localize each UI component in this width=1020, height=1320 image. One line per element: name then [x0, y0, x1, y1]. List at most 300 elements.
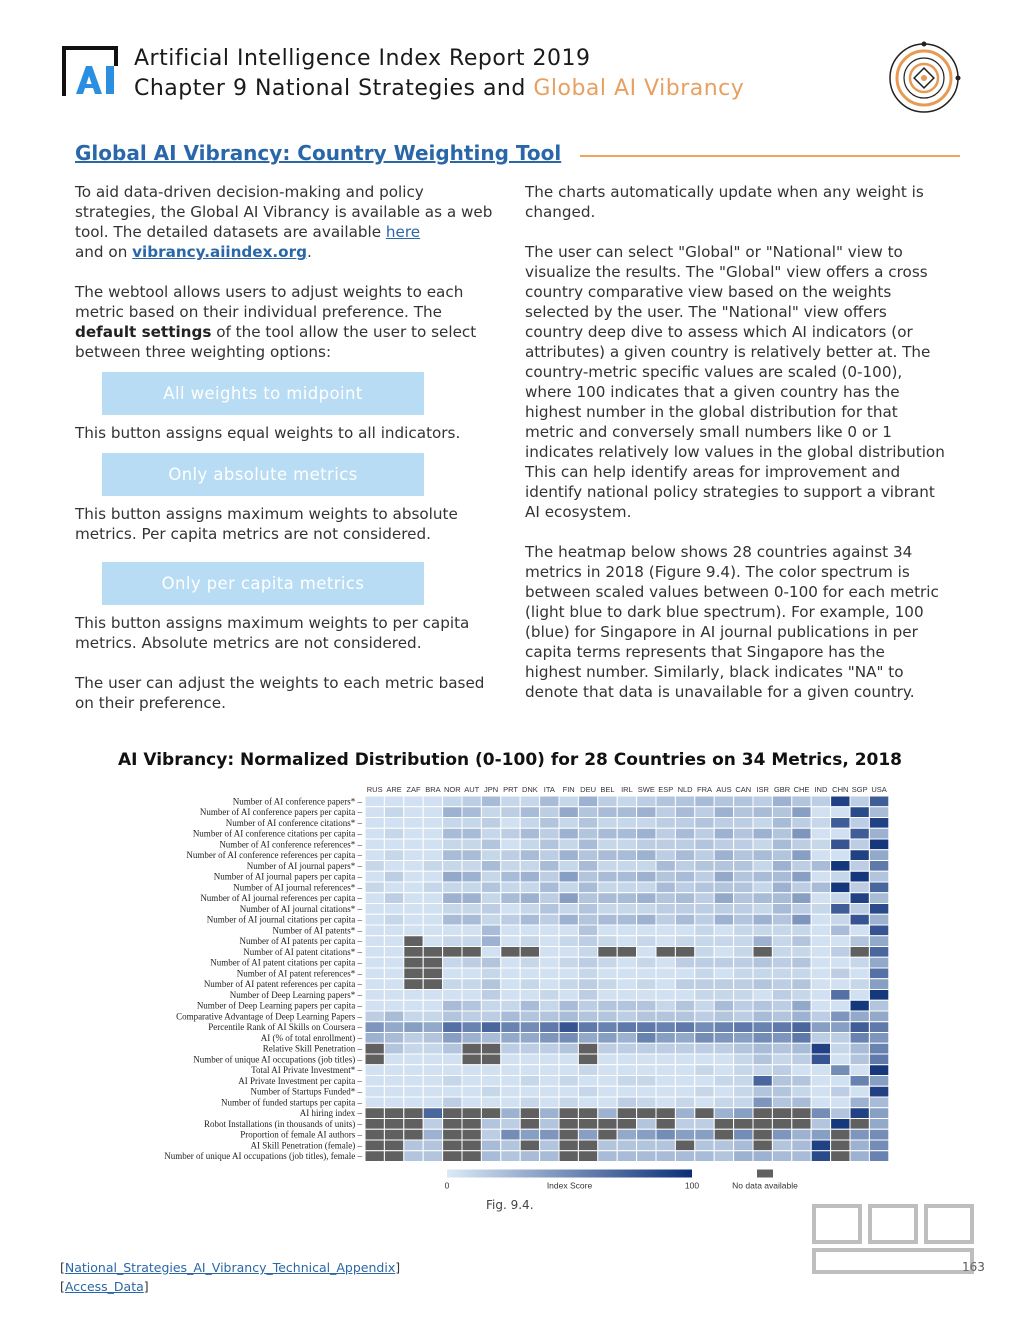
heatmap-cell	[598, 1086, 617, 1097]
heatmap-cell	[869, 979, 888, 990]
heatmap-cell	[578, 1076, 597, 1087]
heatmap-cell	[637, 796, 656, 807]
heatmap-cell	[384, 861, 403, 872]
heatmap-cell	[850, 1065, 869, 1076]
heatmap-cell	[384, 807, 403, 818]
heatmap-cell	[753, 1086, 772, 1097]
heatmap-cell	[850, 979, 869, 990]
heatmap-cell	[559, 839, 578, 850]
heatmap-cell	[734, 1129, 753, 1140]
heatmap-cell	[443, 979, 462, 990]
heatmap-cell	[365, 1033, 384, 1044]
row-label: Number of unique AI occupations (job titles) –	[193, 1054, 362, 1065]
heatmap-cell	[520, 1086, 539, 1097]
heatmap-cell	[462, 1043, 481, 1054]
heatmap-cell	[850, 828, 869, 839]
heatmap-cell	[423, 979, 442, 990]
heatmap-cell	[443, 990, 462, 1001]
heatmap-cell	[675, 1129, 694, 1140]
row-label: Comparative Advantage of Deep Learning Papers –	[176, 1011, 362, 1022]
heatmap-cell	[695, 818, 714, 829]
heatmap-cell	[637, 936, 656, 947]
heatmap-cell	[656, 839, 675, 850]
absolute-note: This button assigns maximum weights to absolute metrics. Per capita metrics are not considered.	[75, 505, 458, 543]
heatmap-cell	[540, 1054, 559, 1065]
heatmap-cell	[792, 1022, 811, 1033]
heatmap-cell	[714, 1000, 733, 1011]
heatmap-cell	[772, 914, 791, 925]
heatmap-cell	[481, 1076, 500, 1087]
heatmap-cell	[714, 1129, 733, 1140]
heatmap-cell	[811, 968, 830, 979]
heatmap-cell	[520, 947, 539, 958]
column-label: ISR	[756, 785, 769, 794]
intro-text-c: .	[306, 243, 312, 261]
heatmap-cell	[462, 1000, 481, 1011]
heatmap-cell	[443, 828, 462, 839]
heatmap-cell	[811, 979, 830, 990]
heatmap-cell	[501, 1011, 520, 1022]
heatmap-cell	[831, 850, 850, 861]
heatmap-cell	[462, 818, 481, 829]
heatmap-cell	[559, 1086, 578, 1097]
heatmap-cell	[578, 871, 597, 882]
heatmap-cell	[675, 850, 694, 861]
heatmap-cell	[637, 1043, 656, 1054]
watermark-logo	[808, 1198, 980, 1278]
heatmap-cell	[734, 1151, 753, 1162]
heatmap-cell	[656, 828, 675, 839]
heatmap-cell	[831, 1086, 850, 1097]
heatmap-cell	[578, 1054, 597, 1065]
heatmap-cell	[501, 1065, 520, 1076]
heatmap-cell	[520, 839, 539, 850]
row-label: Proportion of female AI authors –	[240, 1129, 362, 1140]
only-absolute-metrics-button[interactable]: Only absolute metrics	[102, 453, 424, 496]
heatmap-cell	[540, 947, 559, 958]
heatmap-cell	[481, 1151, 500, 1162]
heatmap-cell	[598, 947, 617, 958]
chapter-title-prefix: Chapter 9 National Strategies and	[134, 76, 534, 101]
heatmap-cell	[772, 904, 791, 915]
chart-title: AI Vibrancy: Normalized Distribution (0-100) for 28 Countries on 34 Metrics, 2018	[117, 750, 903, 770]
heatmap-cell	[481, 882, 500, 893]
heatmap-cell	[443, 871, 462, 882]
heatmap-cell	[772, 1151, 791, 1162]
heatmap-cell	[850, 1011, 869, 1022]
heatmap-cell	[462, 871, 481, 882]
heatmap-cell	[695, 1140, 714, 1151]
heatmap-cell	[675, 893, 694, 904]
heatmap-cell	[598, 1097, 617, 1108]
heatmap-cell	[481, 1065, 500, 1076]
heatmap-cell	[598, 861, 617, 872]
heatmap-cell	[598, 1065, 617, 1076]
heatmap-cell	[811, 850, 830, 861]
heatmap-cell	[637, 968, 656, 979]
vibrancy-site-link[interactable]: vibrancy.aiindex.org	[132, 243, 307, 261]
heatmap-cell	[540, 882, 559, 893]
heatmap-cell	[753, 936, 772, 947]
heatmap-cell	[520, 828, 539, 839]
heatmap-cell	[675, 1065, 694, 1076]
heatmap-cell	[501, 1000, 520, 1011]
heatmap-cell	[869, 1076, 888, 1087]
heatmap-cell	[772, 828, 791, 839]
heatmap-cell	[384, 796, 403, 807]
heatmap-cell	[443, 1054, 462, 1065]
heatmap-cell	[384, 1000, 403, 1011]
heatmap-cell	[559, 1054, 578, 1065]
heatmap-cell	[637, 904, 656, 915]
heatmap-cell	[753, 968, 772, 979]
heatmap-cell	[831, 828, 850, 839]
row-label: Number of AI patent references* –	[236, 968, 362, 979]
heatmap-cell	[462, 1151, 481, 1162]
heatmap-cell	[501, 1033, 520, 1044]
heatmap-cell	[443, 1065, 462, 1076]
heatmap-cell	[753, 893, 772, 904]
datasets-link[interactable]: here	[385, 223, 421, 241]
heatmap-cell	[811, 839, 830, 850]
heatmap-cell	[734, 1011, 753, 1022]
heatmap-cell	[869, 925, 888, 936]
heatmap-cell	[540, 1076, 559, 1087]
heatmap-cell	[540, 1140, 559, 1151]
heatmap-cell	[384, 957, 403, 968]
heatmap-cell	[520, 1011, 539, 1022]
heatmap-cell	[443, 1022, 462, 1033]
heatmap-cell	[404, 1000, 423, 1011]
heatmap-cell	[404, 925, 423, 936]
heatmap-cell	[462, 796, 481, 807]
heatmap-cell	[734, 904, 753, 915]
heatmap-cell	[714, 1151, 733, 1162]
heatmap-cell	[753, 1033, 772, 1044]
all-weights-midpoint-button[interactable]: All weights to midpoint	[102, 372, 424, 415]
heatmap-cell	[423, 1011, 442, 1022]
heatmap-cell	[850, 1151, 869, 1162]
heatmap-cell	[404, 1108, 423, 1119]
heatmap-cell	[423, 1097, 442, 1108]
heatmap-cell	[540, 936, 559, 947]
heatmap-cell	[850, 936, 869, 947]
heatmap-cell	[384, 914, 403, 925]
heatmap-cell	[481, 904, 500, 915]
column-label: GBR	[773, 785, 791, 794]
right-column	[525, 182, 945, 722]
heatmap-cell	[792, 947, 811, 958]
heatmap-cell	[617, 947, 636, 958]
heatmap-cell	[831, 1000, 850, 1011]
access-data-ref: [Access_Data]	[60, 1279, 149, 1294]
ai-index-logo	[60, 46, 120, 100]
heatmap-cell	[753, 1076, 772, 1087]
heatmap-cell	[675, 914, 694, 925]
heatmap-cell	[462, 979, 481, 990]
heatmap-cell	[365, 1043, 384, 1054]
heatmap-cell	[617, 1054, 636, 1065]
heatmap-cell	[443, 1043, 462, 1054]
heatmap-cell	[656, 796, 675, 807]
row-label: Number of AI patent references per capita –	[203, 979, 362, 990]
heatmap-cell	[481, 990, 500, 1001]
heatmap-cell	[675, 1086, 694, 1097]
heatmap-cell	[617, 979, 636, 990]
heatmap-cell	[869, 1119, 888, 1130]
heatmap-cell	[617, 882, 636, 893]
heatmap-cell	[753, 1140, 772, 1151]
heatmap-cell	[714, 1086, 733, 1097]
heatmap-cell	[559, 914, 578, 925]
heatmap-cell	[734, 1043, 753, 1054]
heatmap-cell	[656, 1065, 675, 1076]
heatmap-cell	[365, 882, 384, 893]
heatmap-cell	[753, 1011, 772, 1022]
heatmap-cell	[501, 807, 520, 818]
heatmap-cell	[559, 796, 578, 807]
heatmap-cell	[520, 1033, 539, 1044]
heatmap-cell	[462, 1097, 481, 1108]
heatmap-cell	[753, 957, 772, 968]
heatmap-cell	[850, 850, 869, 861]
heatmap-cell	[869, 807, 888, 818]
heatmap-cell	[675, 957, 694, 968]
technical-appendix-link[interactable]: National_Strategies_AI_Vibrancy_Technical_Appendix	[64, 1260, 396, 1275]
heatmap-cell	[675, 1000, 694, 1011]
legend-title: Index Score	[546, 1180, 593, 1191]
heatmap-cell	[637, 1108, 656, 1119]
heatmap-cell	[811, 1054, 830, 1065]
heatmap-cell	[598, 871, 617, 882]
row-label: Number of AI conference references* –	[219, 839, 362, 850]
heatmap-cell	[520, 1000, 539, 1011]
heatmap-cell	[598, 839, 617, 850]
heatmap-cell	[443, 1119, 462, 1130]
heatmap-cell	[578, 1043, 597, 1054]
heatmap-cell	[384, 1108, 403, 1119]
heatmap-cell	[481, 1043, 500, 1054]
heatmap-cell	[617, 796, 636, 807]
heatmap-cell	[850, 947, 869, 958]
heatmap-cell	[695, 990, 714, 1001]
only-per-capita-metrics-button[interactable]: Only per capita metrics	[102, 562, 424, 605]
heatmap-cell	[772, 839, 791, 850]
heatmap-cell	[617, 1076, 636, 1087]
heatmap-cell	[559, 861, 578, 872]
heatmap-cell	[481, 1108, 500, 1119]
heatmap-cell	[714, 1097, 733, 1108]
heatmap-cell	[423, 871, 442, 882]
column-label: BRA	[425, 785, 441, 794]
heatmap-description-paragraph: The heatmap below shows 28 countries against 34 metrics in 2018 (Figure 9.4). The color spectrum is between scaled values between 0-100 for each metric (light blue to dark blue spectrum). For example, 100 (blue) for Singapore in AI journal publications in per capita terms represents that Singapore has the highest number. Similarly, black indicates "NA" to denote that data is unavailable for a given country.	[525, 543, 939, 701]
heatmap-cell	[792, 1151, 811, 1162]
heatmap-cell	[714, 914, 733, 925]
heatmap-cell	[869, 936, 888, 947]
heatmap-cell	[792, 1140, 811, 1151]
heatmap-cell	[734, 796, 753, 807]
heatmap-cell	[637, 1033, 656, 1044]
row-label: Number of AI conference citations* –	[225, 817, 362, 828]
access-data-link[interactable]: Access_Data	[64, 1279, 144, 1294]
heatmap-cell	[540, 1043, 559, 1054]
heatmap-cell	[617, 990, 636, 1001]
heatmap-cell	[501, 1140, 520, 1151]
heatmap-cell	[559, 807, 578, 818]
heatmap-cell	[831, 990, 850, 1001]
heatmap-cell	[617, 818, 636, 829]
heatmap-cell	[695, 807, 714, 818]
heatmap-cell	[734, 914, 753, 925]
heatmap-cell	[481, 1119, 500, 1130]
row-label: Number of AI patent citations per capita –	[210, 957, 362, 968]
heatmap-cell	[423, 1119, 442, 1130]
heatmap-cell	[501, 1119, 520, 1130]
heatmap-cell	[423, 1065, 442, 1076]
heatmap-cell	[617, 1065, 636, 1076]
heatmap-cell	[443, 839, 462, 850]
row-label: Number of AI conference papers per capita –	[199, 807, 362, 818]
heatmap-cell	[714, 1011, 733, 1022]
heatmap-cell	[540, 1119, 559, 1130]
heatmap-cell	[578, 893, 597, 904]
heatmap-cell	[365, 1000, 384, 1011]
heatmap-cell	[540, 1086, 559, 1097]
heatmap-cell	[811, 1033, 830, 1044]
heatmap-cell	[734, 1108, 753, 1119]
heatmap-cell	[404, 1033, 423, 1044]
heatmap-cell	[404, 1076, 423, 1087]
heatmap-cell	[423, 1108, 442, 1119]
heatmap-cell	[850, 882, 869, 893]
heatmap-cell	[423, 1022, 442, 1033]
heatmap-cell	[869, 947, 888, 958]
heatmap-cell	[695, 1000, 714, 1011]
heatmap-cell	[423, 957, 442, 968]
heatmap-cell	[559, 1108, 578, 1119]
heatmap-cell	[501, 871, 520, 882]
heatmap-cell	[656, 882, 675, 893]
heatmap-cell	[598, 1119, 617, 1130]
heatmap-cell	[869, 1022, 888, 1033]
heatmap-cell	[656, 1119, 675, 1130]
heatmap-cell	[772, 1097, 791, 1108]
heatmap-cell	[501, 861, 520, 872]
heatmap-cell	[753, 1000, 772, 1011]
heatmap-cell	[869, 990, 888, 1001]
heatmap-cell	[772, 1065, 791, 1076]
heatmap-cell	[540, 904, 559, 915]
row-label: Number of AI patents per capita –	[239, 936, 362, 947]
heatmap-cell	[404, 904, 423, 915]
heatmap-cell	[540, 850, 559, 861]
heatmap-cell	[598, 818, 617, 829]
heatmap-cell	[404, 871, 423, 882]
column-label: ARE	[386, 785, 402, 794]
heatmap-cell	[869, 893, 888, 904]
figure-caption: Fig. 9.4.	[486, 1198, 534, 1212]
heatmap-cell	[811, 1065, 830, 1076]
heatmap-cell	[831, 1119, 850, 1130]
heatmap-cell	[753, 914, 772, 925]
heatmap-cell	[869, 968, 888, 979]
heatmap-cell	[404, 861, 423, 872]
heatmap-cell	[384, 1151, 403, 1162]
heatmap-cell	[501, 850, 520, 861]
heatmap-cell	[423, 850, 442, 861]
heatmap-cell	[617, 1011, 636, 1022]
heatmap-cell	[792, 861, 811, 872]
webtool-text-a: The webtool allows users to adjust weights to each metric based on their individual preference. The	[75, 283, 464, 321]
heatmap-cell	[559, 1043, 578, 1054]
heatmap-cell	[675, 1097, 694, 1108]
heatmap-cell	[520, 1022, 539, 1033]
heatmap-cell	[714, 1043, 733, 1054]
heatmap-cell	[792, 1000, 811, 1011]
row-label: Number of AI conference citations per capita –	[192, 828, 362, 839]
heatmap-cell	[772, 1086, 791, 1097]
heatmap-cell	[831, 968, 850, 979]
heatmap-cell	[365, 990, 384, 1001]
heatmap-cell	[637, 1119, 656, 1130]
heatmap-cell	[850, 1097, 869, 1108]
adjust-weights-paragraph: The user can adjust the weights to each metric based on their preference.	[75, 674, 485, 712]
heatmap-cell	[831, 1022, 850, 1033]
heatmap-cell	[598, 914, 617, 925]
heatmap-cell	[540, 861, 559, 872]
heatmap-cell	[578, 828, 597, 839]
heatmap-cell	[734, 1086, 753, 1097]
heatmap-cell	[637, 1129, 656, 1140]
heatmap-cell	[443, 1011, 462, 1022]
heatmap-cell	[831, 979, 850, 990]
heatmap-cell	[578, 818, 597, 829]
heatmap-cell	[656, 979, 675, 990]
heatmap-cell	[404, 828, 423, 839]
heatmap-cell	[675, 1033, 694, 1044]
heatmap-cell	[811, 871, 830, 882]
column-label: RUS	[366, 785, 383, 794]
heatmap-cell	[443, 957, 462, 968]
heatmap-cell	[559, 1097, 578, 1108]
heatmap-cell	[384, 968, 403, 979]
chapter-emblem-icon	[886, 40, 962, 116]
heatmap-cell	[384, 947, 403, 958]
heatmap-cell	[831, 1140, 850, 1151]
heatmap-cell	[792, 882, 811, 893]
heatmap-cell	[520, 1097, 539, 1108]
heatmap-cell	[831, 839, 850, 850]
heatmap-cell	[540, 1000, 559, 1011]
heatmap-cell	[772, 1043, 791, 1054]
heatmap-cell	[578, 1129, 597, 1140]
heatmap-cell	[695, 914, 714, 925]
heatmap-cell	[462, 861, 481, 872]
heatmap-cell	[520, 1076, 539, 1087]
heatmap-cell	[520, 1065, 539, 1076]
heatmap-cell	[598, 1129, 617, 1140]
heatmap-cell	[365, 1086, 384, 1097]
heatmap-cell	[831, 1054, 850, 1065]
heatmap-cell	[559, 936, 578, 947]
legend-colorbar	[447, 1170, 692, 1178]
heatmap-cell	[520, 796, 539, 807]
legend-na-swatch	[757, 1170, 773, 1178]
heatmap-cell	[869, 1097, 888, 1108]
heatmap-cell	[423, 828, 442, 839]
heatmap-cell	[831, 1011, 850, 1022]
heatmap-cell	[792, 818, 811, 829]
